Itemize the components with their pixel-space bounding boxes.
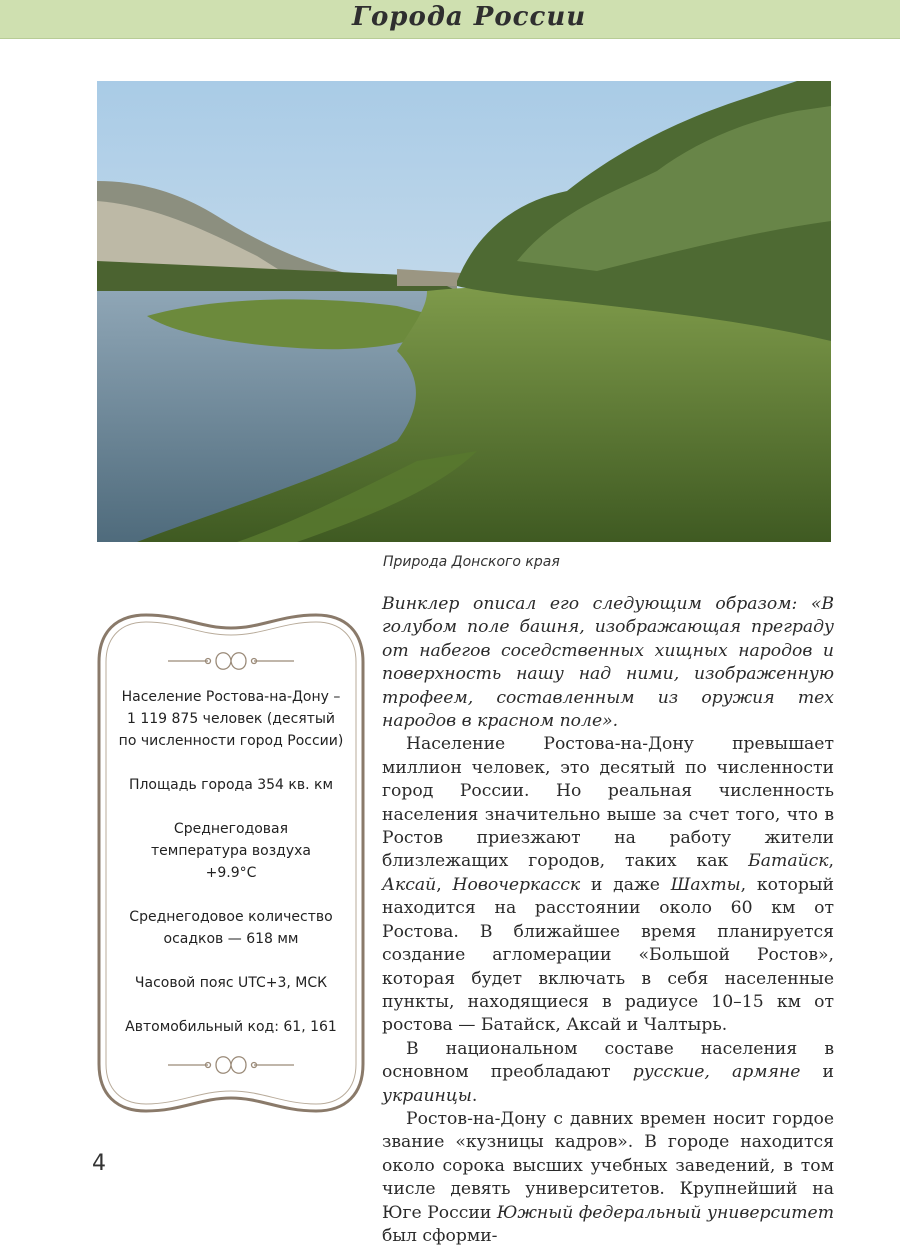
photo-caption: Природа Донского края xyxy=(383,554,560,570)
info-item-timezone: Часовой пояс UTC+3, МСК xyxy=(134,975,328,991)
landscape-photo xyxy=(97,81,831,542)
page-number: 4 xyxy=(92,1151,106,1176)
info-item-precipitation: Среднегодовое количество осадков — 618 мм xyxy=(129,909,333,947)
paragraph-quote: Винклер описал его следующим образом: «В голубом поле башня, изображающая преграду от набегов соседственных хищных народов и поверхность нашу над ними, изображенную трофеем, составленным из оружия тех народов в красном поле». xyxy=(382,594,834,732)
paragraph-population: Население Ростова-на-Дону превышает миллион человек, это десятый по численности город России. Но реальная численность населения значительно выше за счет того, что в Ростов приезжают на работу жители близлежащих городов, таких как Батайск, Аксай, Новочеркасск и даже Шахты, который находится на расстоянии около 60 км от Ростова. В ближайшее время планируется создание агломерации «Большой Ростов», которая будет включать в себя населенные пункты, находящиеся в радиусе 10–15 км от ростова — Батайск, Аксай и Чалтырь. xyxy=(382,734,834,1036)
info-item-population: Население Ростова-на-Дону – 1 119 875 человек (десятый по численности город России) xyxy=(118,689,344,749)
info-item-area: Площадь города 354 кв. км xyxy=(128,777,334,793)
info-item-temperature: Среднегодовая температура воздуха +9.9°С xyxy=(150,821,311,881)
paragraph-nationalities: В национальном составе населения в основном преобладают русские, армяне и украинцы. xyxy=(382,1038,834,1106)
paragraph-education: Ростов-на-Дону с давних времен носит гордое звание «кузницы кадров». В городе находится около сорока высших учебных заведений, в том числе девять университетов. Крупнейший на Юге России Южный федеральный университет был сформи- xyxy=(382,1108,834,1246)
info-item-car-code: Автомобильный код: 61, 161 xyxy=(125,1019,337,1035)
page-title: Города России xyxy=(352,2,587,32)
ornament-top-icon xyxy=(168,653,294,670)
article-text xyxy=(382,593,834,1248)
info-box-list xyxy=(96,686,366,1060)
